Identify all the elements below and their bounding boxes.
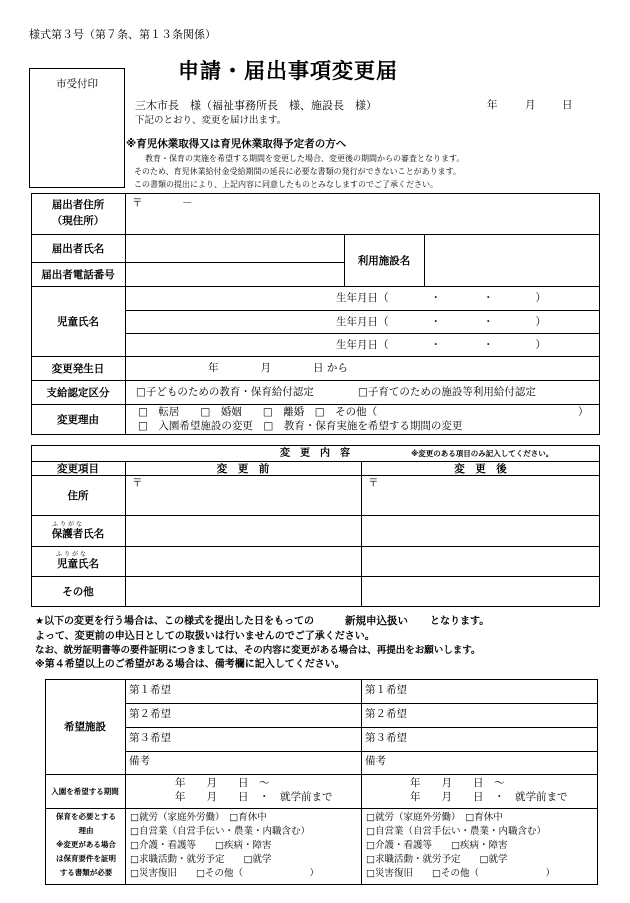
- notice-line: この書類の提出により、上記内容に同意したものとみなしますのでご了承ください。: [134, 180, 438, 189]
- form-number: 様式第３号（第７条、第１３条関係）: [29, 28, 216, 41]
- col-after: 変 更 後: [454, 462, 507, 475]
- reason-label-line: する書類が必要: [59, 868, 113, 877]
- warning-line-1a: ★以下の変更を行う場合は、この様式を提出した日をもっての: [35, 616, 314, 627]
- postal-mark: 〒: [132, 197, 143, 209]
- facility-field[interactable]: [426, 236, 598, 284]
- child-name-label: 児童氏名: [57, 315, 99, 328]
- row-guardian: 保護者氏名: [51, 527, 105, 540]
- birthdate-1: 生年月日（ ・ ・ ）: [336, 292, 546, 304]
- reason-label-line: 理由: [78, 826, 94, 835]
- change-reason-line-1[interactable]: □ 転居 □ 婚姻 □ 離婚 □ その他（: [138, 406, 378, 418]
- applicant-name-label: 届出者氏名: [51, 242, 105, 255]
- guardian-ruby: ふりがな: [52, 521, 85, 528]
- change-reason-close: ）: [578, 406, 589, 418]
- col-before: 変 更 前: [216, 462, 270, 475]
- reason-right-4[interactable]: □求職活動・就労予定 □就学: [366, 854, 508, 865]
- cert-label: 支給認定区分: [46, 386, 110, 399]
- change-reason-label: 変更理由: [57, 414, 99, 426]
- wish-choice-2-right: 第２希望: [365, 708, 407, 720]
- child-ruby: ふりがな: [56, 551, 89, 558]
- applicant-name-field[interactable]: [127, 236, 342, 284]
- intro-text: 下記のとおり、変更を届け出ます。: [135, 115, 287, 126]
- applicant-address-field[interactable]: [127, 196, 597, 232]
- warning-line-4: ※第４希望以上のご希望がある場合は、備考欄に記入してください。: [35, 659, 345, 670]
- postal-dash: －: [182, 197, 193, 209]
- reason-right-5[interactable]: □災害復旧 □その他（ ）: [366, 868, 555, 879]
- postal-after: 〒: [368, 477, 379, 489]
- change-date-label: 変更発生日: [51, 362, 105, 375]
- notice-line: そのため、育児休業給付金受給期間の延長に必要な書類の発行ができないことがあります。: [134, 167, 462, 176]
- applicant-address-sub: （現住所）: [51, 214, 105, 227]
- change-reason-line-2[interactable]: □ 入園希望施設の変更 □ 教育・保育実施を希望する期間の変更: [138, 420, 463, 432]
- wish-choice-3-right: 第３希望: [365, 732, 407, 744]
- notice-heading: ※育児休業取得又は育児休業取得予定者の方へ: [126, 138, 347, 150]
- cert-option-2[interactable]: □子育てのための施設等利用給付認定: [358, 386, 536, 398]
- change-heading-note: ※変更のある項目のみ記入してください。: [411, 449, 554, 458]
- wish-choice-3-left: 第３希望: [129, 732, 171, 744]
- reason-right-3[interactable]: □介護・看護等 □疾病・障害: [366, 840, 508, 851]
- period-label: 入園を希望する期間: [51, 786, 119, 796]
- reason-label-line: 保育を必要とする: [56, 812, 116, 821]
- cert-option-1[interactable]: □子どものための教育・保育給付認定: [136, 386, 314, 398]
- reason-left-3[interactable]: □介護・看護等 □疾病・障害: [130, 840, 272, 851]
- page-title: 申請・届出事項変更届: [178, 59, 398, 83]
- wish-remarks-left: 備考: [129, 755, 150, 767]
- reason-label-line: ※変更がある場合: [56, 840, 116, 849]
- birthdate-3: 生年月日（ ・ ・ ）: [336, 339, 546, 351]
- date-day: 日: [562, 99, 573, 111]
- warning-line-2: よって、変更前の申込日としての取扱いは行いませんのでご了承ください。: [35, 631, 375, 642]
- facility-label: 利用施設名: [357, 254, 411, 267]
- stamp-box: [29, 68, 125, 188]
- change-date: 年 月 日 から: [208, 362, 348, 374]
- period-right-line-1: 年 月 日 ～: [410, 777, 505, 789]
- date-month: 月: [525, 99, 536, 111]
- birthdate-2: 生年月日（ ・ ・ ）: [336, 316, 546, 328]
- stamp-label: 市受付印: [56, 78, 98, 90]
- notice-line: 教育・保育の実施を希望する期間を変更した場合、変更後の期間からの審査となります。: [145, 154, 465, 163]
- warning-line-1b: 新規申込扱い: [345, 615, 408, 627]
- reason-left-4[interactable]: □求職活動・就労予定 □就学: [130, 854, 272, 865]
- reason-left-2[interactable]: □自営業（自営手伝い・農業・内職含む）: [130, 826, 310, 837]
- change-heading: 変 更 内 容: [280, 448, 350, 459]
- row-other: その他: [62, 586, 94, 598]
- reason-left-5[interactable]: □災害復旧 □その他（ ）: [130, 868, 319, 879]
- wish-choice-1-left: 第１希望: [129, 684, 171, 696]
- col-item: 変更項目: [57, 462, 99, 475]
- wish-choice-2-left: 第２希望: [129, 708, 171, 720]
- wish-table: [45, 679, 598, 885]
- row-child: 児童氏名: [57, 557, 99, 570]
- reason-label-line: は保育要件を証明: [56, 854, 116, 863]
- applicant-address-label: 届出者住所: [51, 198, 105, 211]
- period-left-line-2: 年 月 日 ・ 就学前まで: [175, 791, 333, 803]
- addressee: 三木市長 様（福祉事務所長 様、施設長 様）: [135, 99, 377, 112]
- period-right-line-2: 年 月 日 ・ 就学前まで: [410, 791, 568, 803]
- warning-line-1c: となります。: [430, 616, 490, 627]
- reason-right-2[interactable]: □自営業（自営手伝い・農業・内職含む）: [366, 826, 546, 837]
- wish-remarks-right: 備考: [365, 755, 386, 767]
- reason-left-1[interactable]: □就労（家庭外労働） □育休中: [130, 812, 267, 823]
- row-address: 住所: [67, 489, 89, 502]
- period-left-line-1: 年 月 日 ～: [175, 777, 270, 789]
- wish-facility-label: 希望施設: [64, 721, 106, 733]
- warning-line-3: なお、就労証明書等の要件証明につきましては、その内容に変更がある場合は、再提出をお願いします。: [35, 645, 481, 656]
- reason-right-1[interactable]: □就労（家庭外労働） □育休中: [366, 812, 503, 823]
- applicant-phone-label: 届出者電話番号: [41, 268, 115, 281]
- date-year: 年: [487, 99, 498, 111]
- postal-before: 〒: [132, 477, 143, 489]
- wish-choice-1-right: 第１希望: [365, 684, 407, 696]
